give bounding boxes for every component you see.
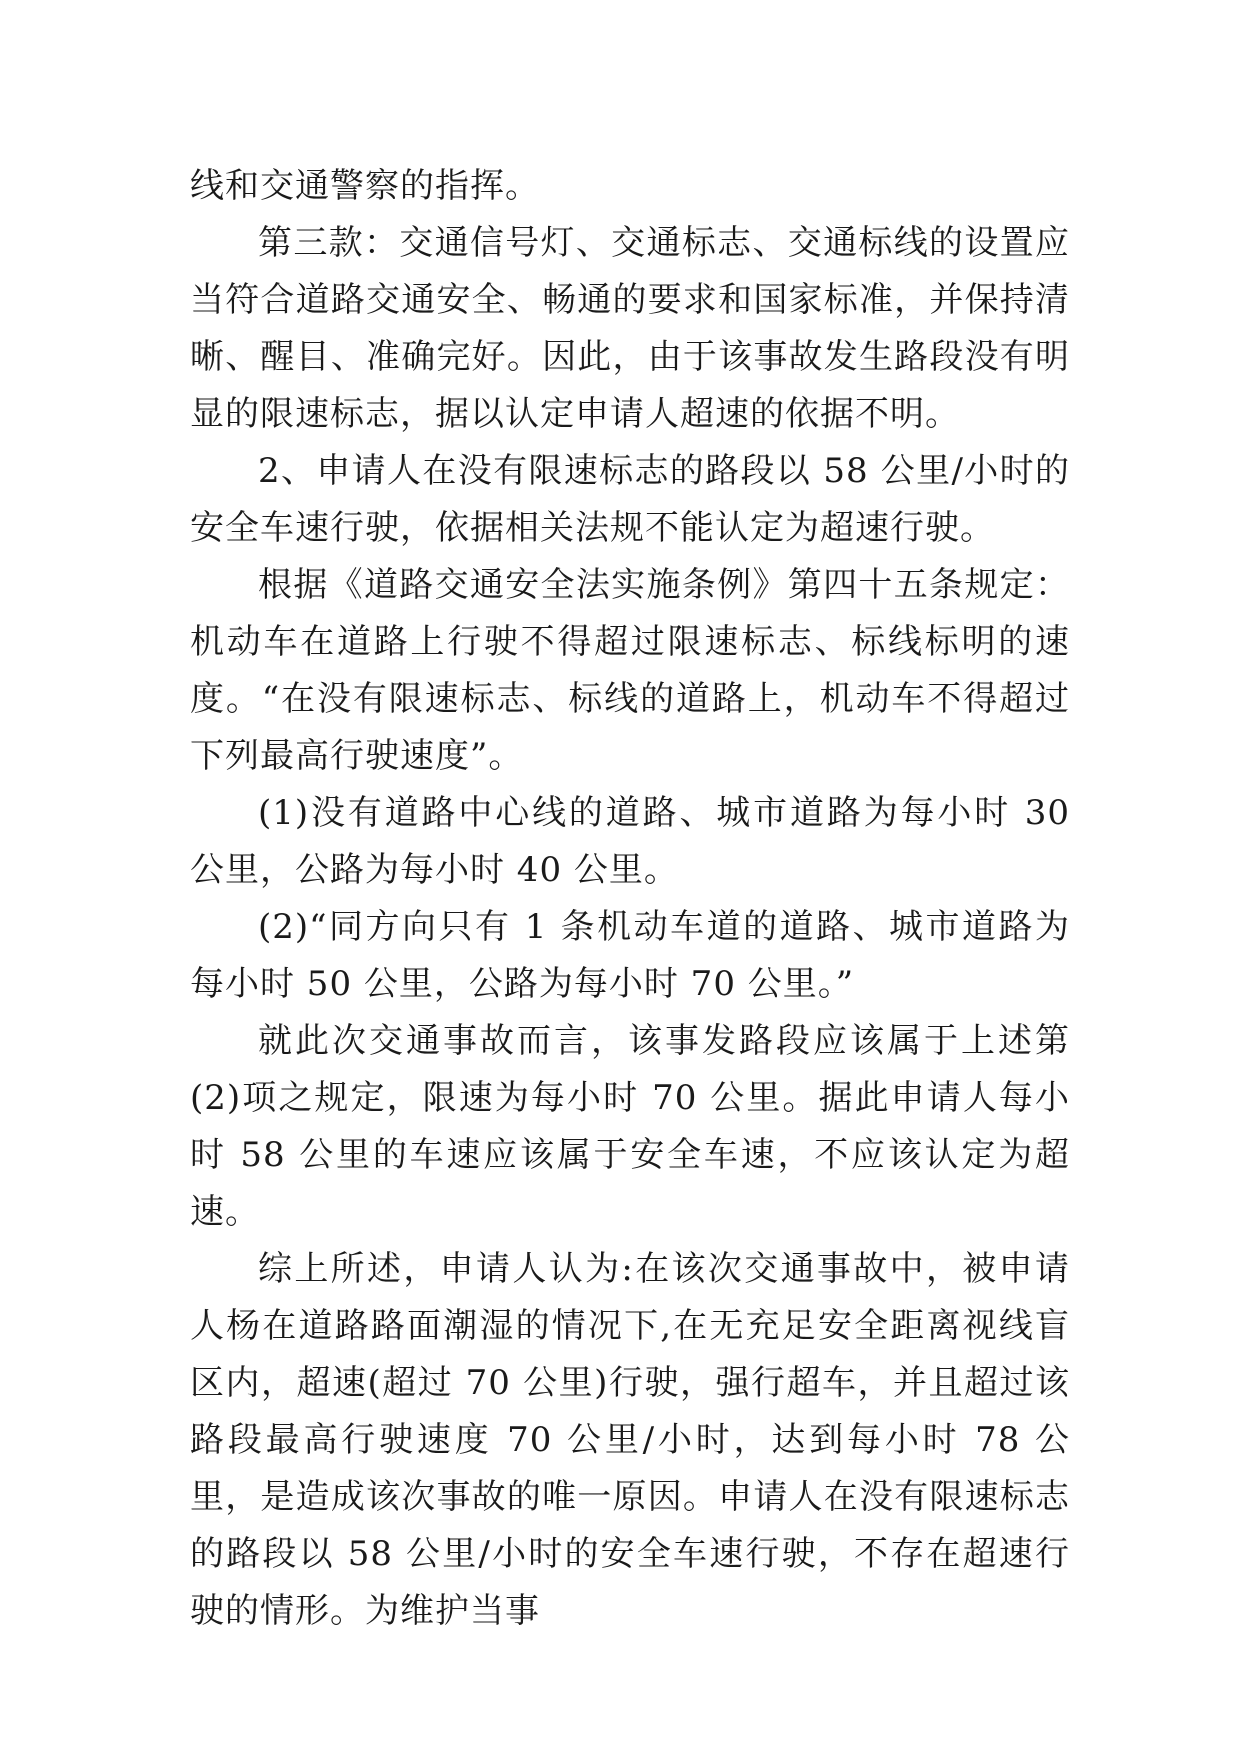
paragraph-continuation: 线和交通警察的指挥。 bbox=[190, 166, 540, 206]
paragraph-point-two: 2、申请人在没有限速标志的路段以 58 公里/小时的安全车速行驶，依据相关法规不能认定为超速行驶。 bbox=[190, 451, 1070, 548]
paragraph-item-one: (1)没有道路中心线的道路、城市道路为每小时 30 公里，公路为每小时 40 公里。 bbox=[190, 793, 1070, 890]
paragraph-item-two: (2)“同方向只有 1 条机动车道的道路、城市道路为每小时 50 公里，公路为每小时 70 公里。” bbox=[190, 907, 1070, 1004]
paragraph-regulation-45: 根据《道路交通安全法实施条例》第四十五条规定：机动车在道路上行驶不得超过限速标志、标线标明的速度。“在没有限速标志、标线的道路上，机动车不得超过下列最高行驶速度”。 bbox=[190, 565, 1070, 776]
document-body bbox=[190, 158, 1070, 1640]
paragraph-analysis: 就此次交通事故而言，该事发路段应该属于上述第(2)项之规定，限速为每小时 70 公里。据此申请人每小时 58 公里的车速应该属于安全车速，不应该认定为超速。 bbox=[190, 1021, 1070, 1232]
paragraph-article-three: 第三款：交通信号灯、交通标志、交通标线的设置应当符合道路交通安全、畅通的要求和国家标准，并保持清晰、醒目、准确完好。因此，由于该事故发生路段没有明显的限速标志，据以认定申请人超速的依据不明。 bbox=[190, 223, 1070, 434]
paragraph-conclusion: 综上所述，申请人认为:在该次交通事故中，被申请人杨在道路路面潮湿的情况下,在无充足安全距离视线盲区内，超速(超过 70 公里)行驶，强行超车，并且超过该路段最高行驶速度 70 公里/小时，达到每小时 78 公里，是造成该次事故的唯一原因。申请人在没有限速标志的路段以 58 公里/小时的安全车速行驶，不存在超速行驶的情形。为维护当事 bbox=[190, 1249, 1070, 1631]
